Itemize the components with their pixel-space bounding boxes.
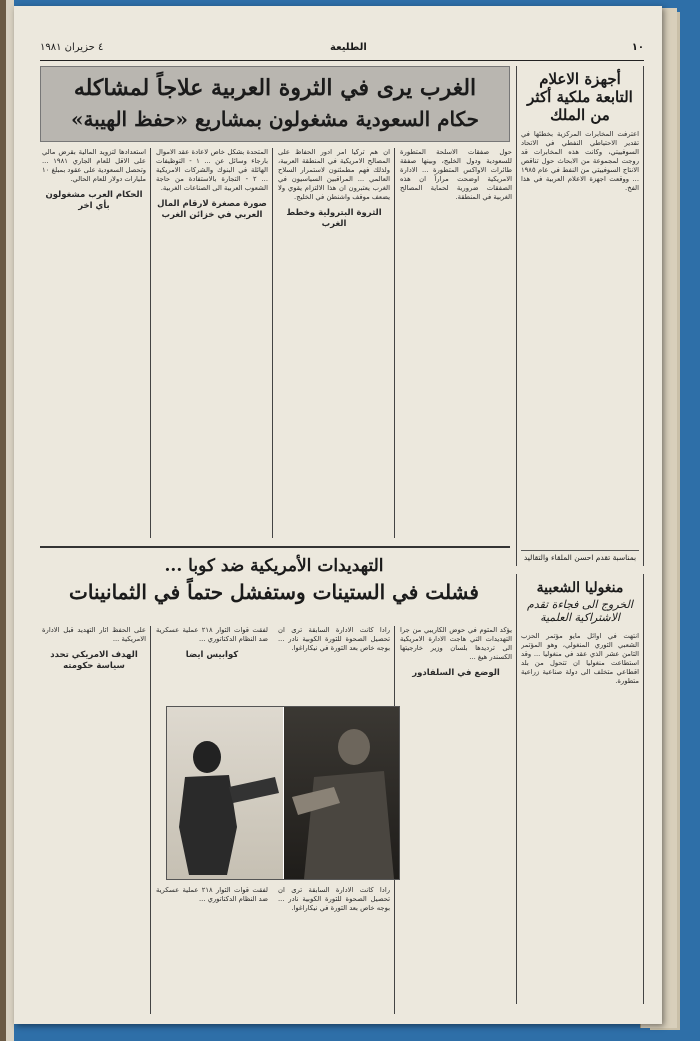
second-story-column-3-cont: لفقت قوات الثوار ٢١٨ عملية عسكرية ضد النظام الدكتاتوري ... bbox=[156, 886, 268, 903]
second-subhead-salvador: الوضع في السلفادور bbox=[412, 668, 500, 678]
issue-date: ٤ حزيران ١٩٨١ bbox=[40, 42, 104, 53]
column-rule bbox=[272, 148, 273, 538]
paper-name: الطليعة bbox=[330, 42, 367, 53]
second-story-column-2: رادا كانت الادارة السابقة ترى ان تحصيل الصحوة للثورة الكوبية نادر ... بوجه خاص بعد الثورة في نيكاراغوا. bbox=[278, 626, 390, 652]
main-story-column-2: ان هم تركيا امر ادور الحفاظ على المصالح الامريكية في المنطقة العربية، ولذلك فهم مطمئنون لاستمرار السلاح العالمي ... المراقبين السياسيون في الغرب يعتبرون ان هذا الالتزام يقوي ولا يضعف موقف واشنطن في الخليج. الثروة البترولية وخطط الغرب bbox=[278, 148, 390, 229]
photo-left-panel bbox=[167, 707, 283, 879]
main-subhead-rulers: الحكام العرب مشغولون بأي اخر bbox=[45, 190, 143, 211]
second-story-column-1: يؤكد المثوم في حوض الكاريبي من جرا التهديدات التي هاجت الادارة الامريكية الى ترديدها بلسان وزير خارجيتها الكسندر هيغ ... الوضع في السلفادور bbox=[400, 626, 512, 678]
second-subhead-nightmares: كوابيس ايضا bbox=[185, 650, 239, 660]
sidebar-media-body: اعترفت المخابرات المركزية بخطئها في تقدير الاحتياطي النفطي في الاتحاد السوفييتي، وكانت هذه المخابرات قد روجت لمجموعة من الابحاث حول تناقص الانتاج السوفييتي من النفط في عام ١٩٨٥ ... ووقعت اجهزة الاعلام العربية في هذا الفخ. bbox=[521, 130, 639, 192]
main-story-column-4: استعدادها لتزويد المالية بقرض مالي على الاقل للعام الجاري ١٩٨١ ... وتحصل السعودية على عقود بمبلغ ١٠ مليارات دولار للعام الحالي. الحكام العرب مشغولون بأي اخر bbox=[42, 148, 146, 211]
sidebar-mongolia-subtitle: الخروج الى فجاءة تقدم الاشتراكية العلمية bbox=[527, 598, 633, 624]
column-rule bbox=[394, 148, 395, 538]
sidebar-media-byline: بمناسبة تقدم احسن الملقاء والتقاليد bbox=[521, 550, 639, 562]
main-story-column-1: حول صفقات الاسلحة المتطورة للسعودية ودول الخليج، وبينها صفقة طائرات الاواكس المتطورة ... الادارة الامريكية اوضحت مراراً ان هذه الصفقات ضرورية لحماية المصالح الغربية في المنطقة. bbox=[400, 148, 512, 201]
main-subheadline: حكام السعودية مشغولون بمشاريع «حفظ الهيبة» bbox=[70, 107, 480, 131]
page-number: ١٠ bbox=[631, 42, 644, 53]
main-story-column-3: المتحدة بشكل خاص لاعادة عقد الاموال بارجاء وسائل عن ... ١ - التوظيفات الهائلة في البنوك والشركات الامريكية ... ٢ - التجارة بالاستفادة من حاجة الشعوب العربية الى الصناعات الغربية. صورة مصغرة لارقام المال العربي في خزائن الغرب bbox=[156, 148, 268, 220]
sidebar-media bbox=[516, 66, 644, 566]
main-subhead-arab-money: صورة مصغرة لارقام المال العربي في خزائن الغرب bbox=[157, 199, 267, 220]
second-headline: التهديدات الأمريكية ضد كوبا ... bbox=[164, 556, 384, 576]
second-story-column-2-cont: رادا كانت الادارة السابقة ترى ان تحصيل الصحوة للثورة الكوبية نادر ... بوجه خاص بعد الثورة في نيكاراغوا. bbox=[278, 886, 390, 912]
photo-figure-right bbox=[284, 707, 399, 879]
second-story-column-4: على الحفظ اثار التهديد قبل الادارة الامريكية ... الهدف الامريكي تحدد سياسة حكومته bbox=[42, 626, 146, 671]
main-headline-box bbox=[40, 66, 510, 142]
newspaper-page bbox=[14, 6, 662, 1024]
sidebar-media-title: أجهزة الاعلام التابعة ملكية أكثر من الملك bbox=[527, 70, 633, 124]
main-subhead-oil: الثروة البترولية وخطط الغرب bbox=[286, 208, 382, 229]
sidebar-mongolia-title: منغوليا الشعبية bbox=[536, 580, 624, 596]
column-rule bbox=[150, 626, 151, 1014]
sidebar-mongolia bbox=[516, 574, 644, 1004]
section-divider bbox=[40, 546, 510, 548]
sidebar-mongolia-body: انتهت في اوائل مايو مؤتمر الحزب الشعبي الثوري المنغولي، وهو المؤتمر الثامن عشر الذي عقد في منغوليا ... وقد استطاعت منغوليا ان تتحول من بلد اقطاعي متخلف الى دولة صناعية زراعية متطورة. bbox=[521, 632, 639, 685]
photo-figure-left bbox=[167, 707, 283, 879]
column-rule bbox=[150, 148, 151, 538]
second-subheadline: فشلت في الستينات وستفشل حتماً في الثمانينات bbox=[69, 580, 479, 604]
second-subhead-policy: الهدف الامريكي تحدد سياسة حكومته bbox=[50, 650, 138, 671]
second-story-column-3: لفقت قوات الثوار ٢١٨ عملية عسكرية ضد النظام الدكتاتوري ... كوابيس ايضا bbox=[156, 626, 268, 660]
photo-right-panel bbox=[284, 707, 399, 879]
main-headline: الغرب يرى في الثروة العربية علاجاً لمشاكله bbox=[73, 75, 477, 101]
page-header bbox=[40, 40, 644, 61]
second-headline-box bbox=[40, 554, 508, 620]
news-photo bbox=[166, 706, 400, 880]
